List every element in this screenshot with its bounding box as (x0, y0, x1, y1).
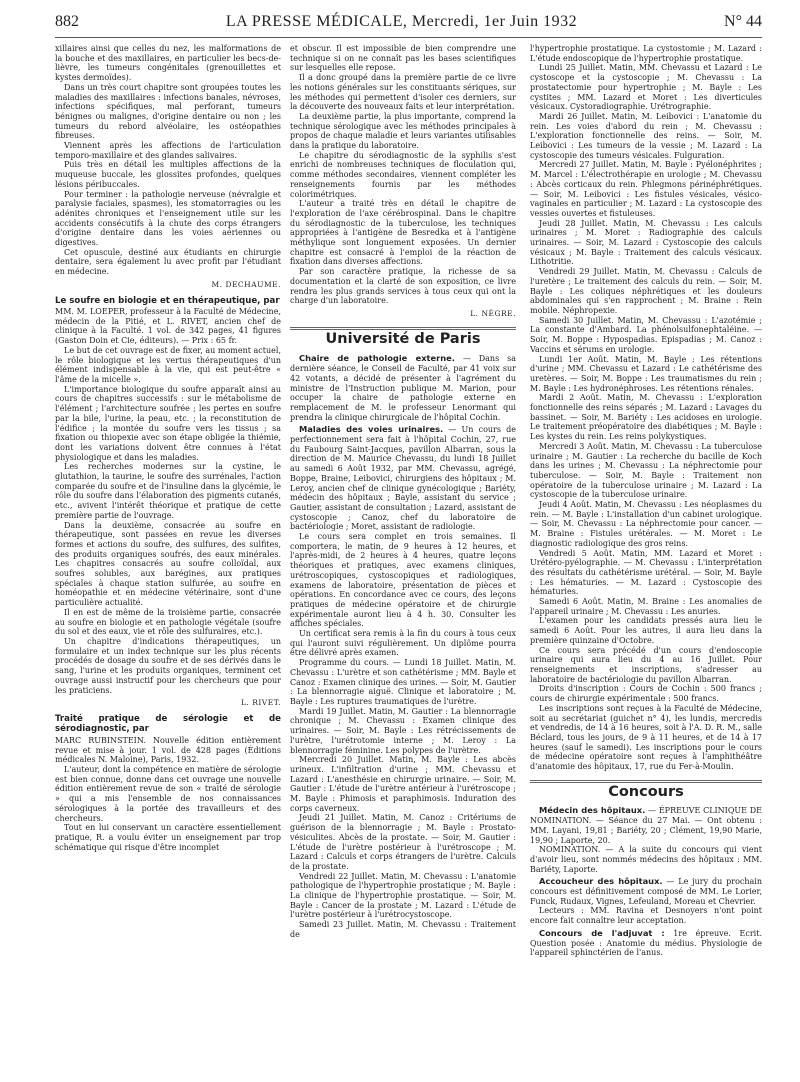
paragraph: Dans la deuxième, consacrée au soufre en thérapeutique, sont passées en revue les diverses formes et actions du soufre, des sulfures, des sulfites, des produits organiques soufrés, des eaux minérales. Les chapitres consacrés au soufre colloïdal, aux soufres solubles, aux barégines, aux pratiques spéciales à chaque station sulfurée, au soufre en homéopathie et en médecine vétérinaire, sont d'une particulière actualité. (55, 520, 281, 608)
notice-text: — ÉPREUVE CLINIQUE DE NOMINATION. — Séance du 27 Mai. — Ont obtenu : MM. Layani, 19,81 ; Bariéty, 20 ; Clément, 19,90 Marie, 19,90 ; Laporte, 20. (530, 806, 762, 845)
review-title: Traité pratique de sérologie et de sérodiagnostic, par (55, 713, 281, 735)
notice-text: 1re épreuve. Ecrit. Question posée : Anatomie du médius. Physiologie de l'appareil sphinctérien de l'anus. (530, 928, 762, 958)
paragraph: La deuxième partie, la plus importante, comprend la technique sérologique avec les méthodes principales à propos de chaque maladie et leurs variantes utilisables dans la pratique du laboratoire. (290, 111, 516, 151)
paragraph: Lundi 25 Juillet. Matin, MM. Chevassu et Lazard : Le cystoscope et la cystoscopie ; M. Chevassu : La prostatectomie pour hypertrophie ; M. Bayle : Les cystites ; MM. Lazard et Moret : Les diverticules vésicaux. Cystoradiographie. Urétrographie. (530, 63, 762, 112)
paragraph: L'auteur, dont la compétence en matière de sérologie est bien connue, donne dans cet ouvrage une nouvelle édition entièrement revue de son « traité de sérologie » qui a mis l'ensemble de nos connaissances sérologiques à la portée des travailleurs et des chercheurs. (55, 765, 281, 823)
issue-number: N° 44 (724, 13, 762, 30)
notice-title: Médecin des hôpitaux. (539, 805, 646, 816)
paragraph: Les recherches modernes sur la cystine, le glutathion, la taurine, le soufre des surrénales, l'action comparée du soufre et de l'insuline dans la glycémie, le rôle du soufre dans l'élaboration des pigments cutanés, etc., avivent l'intérêt théorique et pratique de cette première partie de l'ouvrage. (55, 462, 281, 520)
paragraph: Mercredi 27 Juillet. Matin, M. Bayle : Pyélonéphrites ; M. Marcel : L'électrothérapie en urologie ; M. Chevassu : Abcès corticaux du rein. Phlegmons périnéphrétiques. — Soir, M. Leibovici : Les fistules vésicales, vésico-vaginales en particulier ; M. Lazard : La cystoscopie des vessies ouvertes et fistuleuses. (530, 160, 762, 218)
header-rule (55, 37, 762, 38)
paragraph: Un certificat sera remis à la fin du cours à tous ceux qui l'auront suivi régulièrement. Un diplôme pourra être délivré après examen. (290, 629, 516, 658)
paragraph: et obscur. Il est impossible de bien comprendre une technique si on ne connaît pas les bases scientifiques sur lesquelles elle repose. (290, 44, 516, 73)
paragraph: Jeudi 21 Juillet. Matin, M. Canoz : Critériums de guérison de la blennorragie ; M. Bayle : Prostato-vésiculites. Abcès de la prostate. — Soir, M. Gautier : L'étude de l'urètre postérieur à l'urétroscope ; M. Lazard : Calculs et corps étrangers de l'urètre. Calculs de la prostate. (290, 813, 516, 871)
paragraph: Il en est de même de la troisième partie, consacrée au soufre en biologie et en pathologie végétale (soufre du sol et des eaux, vie et rôle des sulfuraires, etc.). (55, 607, 281, 637)
paragraph: L'examen pour les candidats pressés aura lieu le samedi 6 Août. Pour les autres, il aura lieu dans la première quinzaine d'Octobre. (530, 616, 762, 645)
paragraph: Programme du cours. — Lundi 18 Juillet. Matin, M. Chevassu : L'urètre et son cathétérisme ; MM. Bayle et Canoz : Examen clinique des urines. — Soir, M. Gautier : La blennorragie aiguë. Clinique et laboratoire ; M. Bayle : Les ruptures traumatiques de l'urètre. (290, 658, 516, 706)
paragraph: Puis très en détail les multiples affections de la muqueuse buccale, les glossites profondes, quelques lésions péribuccales. (55, 160, 281, 189)
paragraph: Jeudi 4 Août. Matin, M. Chevassu : Les néoplasmes du rein. — M. Bayle : L'installation d'un cabinet urologique. — Soir, M. Chevassu : La néphrectomie pour cancer. — M. Braine : Fistules urétérales. — M. Moret : Le diagnostic radiologique des gros reins. (530, 500, 762, 548)
paragraph: Le cours sera complet en trois semaines. Il comportera, le matin, de 9 heures à 12 heures, et l'après-midi, de 2 heures à 4 heures, quatre leçons théoriques et pratiques, avec examens cliniques, urétroscopiques, cystoscopiques et radiologiques, examens de laboratoire, présentation de pièces et opérations. En concordance avec ce cours, des leçons pratiques de médecine opératoire et de chirurgie expérimentale auront lieu à 4 h. 30. Consulter les affiches spéciales. (290, 532, 516, 629)
journal-title: LA PRESSE MÉDICALE, Mercredi, 1er Juin 1932 (225, 13, 578, 30)
signature: L. NÈGRE. (470, 308, 516, 318)
page-header (55, 10, 762, 34)
notice-title: Chaire de pathologie externe. (299, 353, 455, 364)
paragraph: Lecteurs : MM. Ravina et Desnoyers n'ont point encore fait connaître leur acceptation. (530, 906, 762, 926)
paragraph: Cet opuscule, destiné aux étudiants en chirurgie dentaire, sera également lu avec profit par l'étudiant en médecine. (55, 247, 281, 277)
paragraph: Viennent après les affections de l'articulation temporo-maxillaire et des glandes salivaires. (55, 141, 281, 160)
signature: L. RIVET. (240, 698, 281, 708)
paragraph: Mercredi 3 Août. Matin, M. Chevassu : La tuberculose urinaire ; M. Gautier : La recherche du bacille de Koch dans les urines ; M. Chevassu : La néphrectomie pour tuberculose. — Soir, M. Bayle : Traitement non opératoire de la tuberculose urinaire ; M. Lazard : La cystoscopie de la tuberculose urinaire. (530, 441, 762, 500)
notice-text: — Dans sa dernière séance, le Conseil de Faculté, par 41 voix sur 42 votants, a décidé de présenter à l'agrément du ministre de l'Instruction publique M. Marion, pour occuper la chaire de pathologie externe en remplacement de M. le professeur Lenormant qui prendra la clinique chirurgicale de l'hôpital Cochin. (290, 354, 516, 422)
column-1 (55, 44, 281, 1054)
page-number: 882 (55, 13, 79, 30)
paragraph: Vendredi 5 Août. Matin, MM. Lazard et Moret : Urétéro-pyélographie. — M. Chevassu : L'interprétation des résultats du cathétérisme urétéral. — Soir, M. Bayle : Les hématuries. — M. Lazard : Cystoscopie des hématuries. (530, 548, 762, 597)
paragraph: L'auteur a traité très en détail le chapitre de l'exploration de l'axe cérébrospinal. Dans le chapitre du sérodiagnostic de la tuberculose, les techniques appropriées à l'antigène de Besredka et à l'antigène méthylique sont longuement exposées. Un dernier chapitre est consacré à l'emploi de la réaction de fixation dans diverses affections. (290, 199, 516, 267)
paragraph: Le chapitre du sérodiagnostic de la syphilis s'est enrichi de nombreuses techniques de floculation qui, comme méthodes secondaires, viennent compléter les renseignements fournis par les méthodes colorimétriques. (290, 150, 516, 199)
paragraph: Samedi 30 Juillet. Matin, M. Chevassu : L'azotémie ; La constante d'Ambard. La phénolsulfonephtaléine. — Soir, M. Boppe : Hypospadias. Epispadias ; M. Canoz : Vaccins et sérums en urologie. (530, 315, 762, 354)
notice-text: — Un cours de perfectionnement sera fait à l'hôpital Cochin, 27, rue du Faubourg Saint-Jacques, pavillon Albarran, sous la direction de M. Maurice Chevassu, du lundi 18 Juillet au samedi 6 Août 1932, par MM. Chevassu, agrégé, Boppe, Braine, Leibovici, chirurgiens des hôpitaux ; M. Leroy, ancien chef de clinique gynécologique ; Bariéty, médecin des hôpitaux ; Bayle, assistant du service ; Gautier, assistant de consultation ; Lazard, assistant de cystoscopie ; Canoz, chef du laboratoire de bactériologie ; Moret, assistant de radiologie. (290, 425, 516, 532)
paragraph: Tout en lui conservant un caractère essentiellement pratique, R. a voulu éviter un enseignement par trop schématique qui risque d'être incomplet (55, 823, 281, 852)
paragraph: Les inscriptions sont reçues à la Faculté de Médecine, soit au secrétariat (guichet n° 4), les lundis, mercredis et vendredis, de 14 à 16 heures, soit à l'A. D. R. M., salle Béclard, tous les jours, de 9 à 11 heures, et de 14 à 17 heures (sauf le samedi). Les inscriptions pour le cours de médecine opératoire sont reçues à l'amphithéâtre d'anatomie des hôpitaux, 17, rue du Fer-à-Moulin. (530, 703, 762, 772)
paragraph: Mardi 19 Juillet. Matin, M. Gautier : La blennorragie chronique ; M. Chevassu : Examen clinique des urinaires. — Soir, M. Bayle : Les rétrécissements de l'urètre, l'urétrotomie interne ; M. Leroy : La blennorragie féminine. Les polypes de l'urètre. (290, 706, 516, 755)
paragraph: Par son caractère pratique, la richesse de sa documentation et la clarté de son exposition, ce livre rendra les plus grands services à tous ceux qui ont la charge d'un laboratoire. (290, 267, 516, 306)
review-reference: MM. M. LOEPER, professeur à la Faculté de Médecine, médecin de la Pitié, et L. RIVET, ancien chef de clinique à la Faculté. 1 vol. de 342 pages, 41 figures (Gaston Doin et Cie, éditeurs). — Prix : 65 fr. (55, 307, 281, 346)
review-title: Le soufre en biologie et en thérapeutique, par (55, 295, 280, 306)
paragraph: Vendredi 29 Juillet. Matin, M. Chevassu : Calculs de l'uretère ; Le traitement des calculs du rein. — Soir, M. Bayle : Les coliques néphrétiques et les douleurs abdominales qui s'en rapprochent ; M. Braine : Rein mobile. Néphropexie. (530, 267, 762, 315)
paragraph: Pour terminer : la pathologie nerveuse (névralgie et paralysie faciales, spasmes), les stomatorragies ou les adénites chroniques et l'enseignement utile sur les accidents consécutifs à la chute des corps étrangers d'origine dentaire dans les voies aériennes ou digestives. (55, 189, 281, 248)
column-2 (290, 44, 516, 1054)
paragraph: Il a donc groupé dans la première partie de ce livre les notions générales sur les constituants sériques, sur les méthodes qui permettent d'isoler ces derniers, sur la découverte des nouveaux faits et leur interprétation. (290, 73, 516, 112)
notice-title: Concours de l'adjuvat : (539, 927, 665, 938)
paragraph: Vendredi 22 Juillet. Matin, M. Chevassu : L'anatomie pathologique de l'hypertrophie prostatique ; M. Bayle : La clinique de l'hypertrophie prostatique. — Soir, M. Bayle : Cancer de la prostate ; M. Lazard : L'étude de l'urètre postérieur à l'urétrocystoscope. (290, 871, 516, 920)
paragraph: NOMINATION. — A la suite du concours qui vient d'avoir lieu, sont nommés médecins des hôpitaux : MM. Bariéty, Laporte. (530, 845, 762, 874)
notice-text: — Le jury du prochain concours est définitivement composé de MM. Le Lorier, Funck, Rudaux, Vignes, Lefeuland, Moreau et Chevrier. (530, 877, 762, 906)
paragraph: L'importance biologique du soufre apparaît ainsi au cours de chapitres successifs : sur le métabolisme de l'élément ; l'architecture soufrée ; les pertes en soufre par la bile, l'urine, la peau, etc. ; la reconstitution de l'édifice ; la montée du soufre vers les tissus ; sa fixation ou thiopexie avec son étape obligée la thiémie, dont les variations doivent être connues à l'état physiologique et dans les maladies. (55, 384, 281, 462)
paragraph: Ce cours sera précédé d'un cours d'endoscopie urinaire qui aura lieu du 4 au 16 Juillet. Pour renseignements et inscriptions, s'adresser au laboratoire de bactériologie du pavillon Albarran. (530, 645, 762, 684)
paragraph: Dans un très court chapitre sont groupées toutes les maladies des maxillaires : infections banales, névroses, infections spécifiques, mal perforant, tumeurs bénignes ou malignes, d'origine dentaire ou non ; les tumeurs du rebord alvéolaire, les ostéopathies fibreuses. (55, 82, 281, 141)
paragraph: Le but de cet ouvrage est de fixer, au moment actuel, le rôle biologique et les vertus thérapeutiques d'un élément indispensable à la vie, qui est peut-être « l'âme de la micelle ». (55, 345, 281, 384)
notice-title: Accoucheur des hôpitaux. (539, 876, 663, 887)
column-3 (530, 44, 762, 1054)
section-heading-universite: Université de Paris (290, 327, 516, 348)
paragraph: xillaires ainsi que celles du nez, les malformations de la bouche et des maxillaires, en particulier les becs-de-lièvre, les tumeurs congénitales (grenouillettes et kystes dermoïdes). (55, 44, 281, 83)
paragraph: Mardi 26 Juillet. Matin, M. Leibovici : L'anatomie du rein. Les voies d'abord du rein ; M. Chevassu : L'exploration fonctionnelle des reins. — Soir, M. Leibovici : Les tumeurs de la vessie ; M. Lazard : La cystoscopie des tumeurs vésicales. Fulguration. (530, 111, 762, 160)
paragraph: l'hypertrophie prostatique. La cystostomie ; M. Lazard : L'étude endoscopique de l'hypertrophie prostatique. (530, 44, 762, 63)
paragraph: Samedi 6 Août. Matin, M. Braine : Les anomalies de l'appareil urinaire ; M. Chevassu : Les anuries. (530, 597, 762, 616)
signature: M. DECHAUME. (211, 279, 281, 289)
paragraph: Mercredi 20 Juillet. Matin, M. Bayle : Les abcès urineux. L'infiltration d'urine ; MM. Chevassu et Lazard : L'anesthésie en chirurgie urinaire. — Soir, M. Gautier : L'étude de l'urètre antérieur à l'urétroscope ; M. Bayle : Phimosis et paraphimosis. Induration des corps caverneux. (290, 755, 516, 813)
paragraph: Un chapitre d'indications thérapeutiques, un formulaire et un index technique sur les plus récents procédés de dosage du soufre et de ses dérivés dans le sang, l'urine et les produits organiques, terminent cet ouvrage aussi instructif pour les chercheurs que pour les praticiens. (55, 636, 281, 695)
review-reference: MARC RUBINSTEIN. Nouvelle édition entièrement revue et mise à jour. 1 vol. de 428 pages (Éditions médicales N. Maloine), Paris, 1932. (55, 735, 281, 765)
notice-title: Maladies des voies urinaires. (299, 424, 444, 435)
paragraph: Mardi 2 Août. Matin, M. Chevassu : L'exploration fonctionnelle des reins séparés ; M. Lazard : Lavages du bassinet. — Soir, M. Bariéty : Les acidoses en urologie. Le traitement préopératoire des diabétiques ; M. Bayle : Les kystes du rein. Les reins polykystiques. (530, 393, 762, 442)
paragraph: Lundi 1er Août. Matin, M. Bayle : Les rétentions d'urine ; MM. Chevassu et Lazard : Le cathétérisme des uretères. — Soir, M. Boppe : Les traumatismes du rein ; M. Bayle : Les hydronéphroses. Les rétentions rénales. (530, 354, 762, 393)
paragraph: Jeudi 28 Juillet. Matin, M. Chevassu : Les calculs urinaires ; M. Moret : Radiographie des calculs urinaires. — Soir, M. Lazard : Cystoscopie des calculs vésicaux ; M. Bayle : Traitement des calculs vésicaux. Lithotritie. (530, 218, 762, 267)
paragraph: Samedi 23 Juillet. Matin, M. Chevassu : Traitement de (290, 920, 516, 939)
section-heading-concours: Concours (530, 780, 762, 801)
paragraph: Droits d'inscription : Cours de Cochin : 500 francs ; cours de chirurgie expérimentale : 500 francs. (530, 684, 762, 704)
